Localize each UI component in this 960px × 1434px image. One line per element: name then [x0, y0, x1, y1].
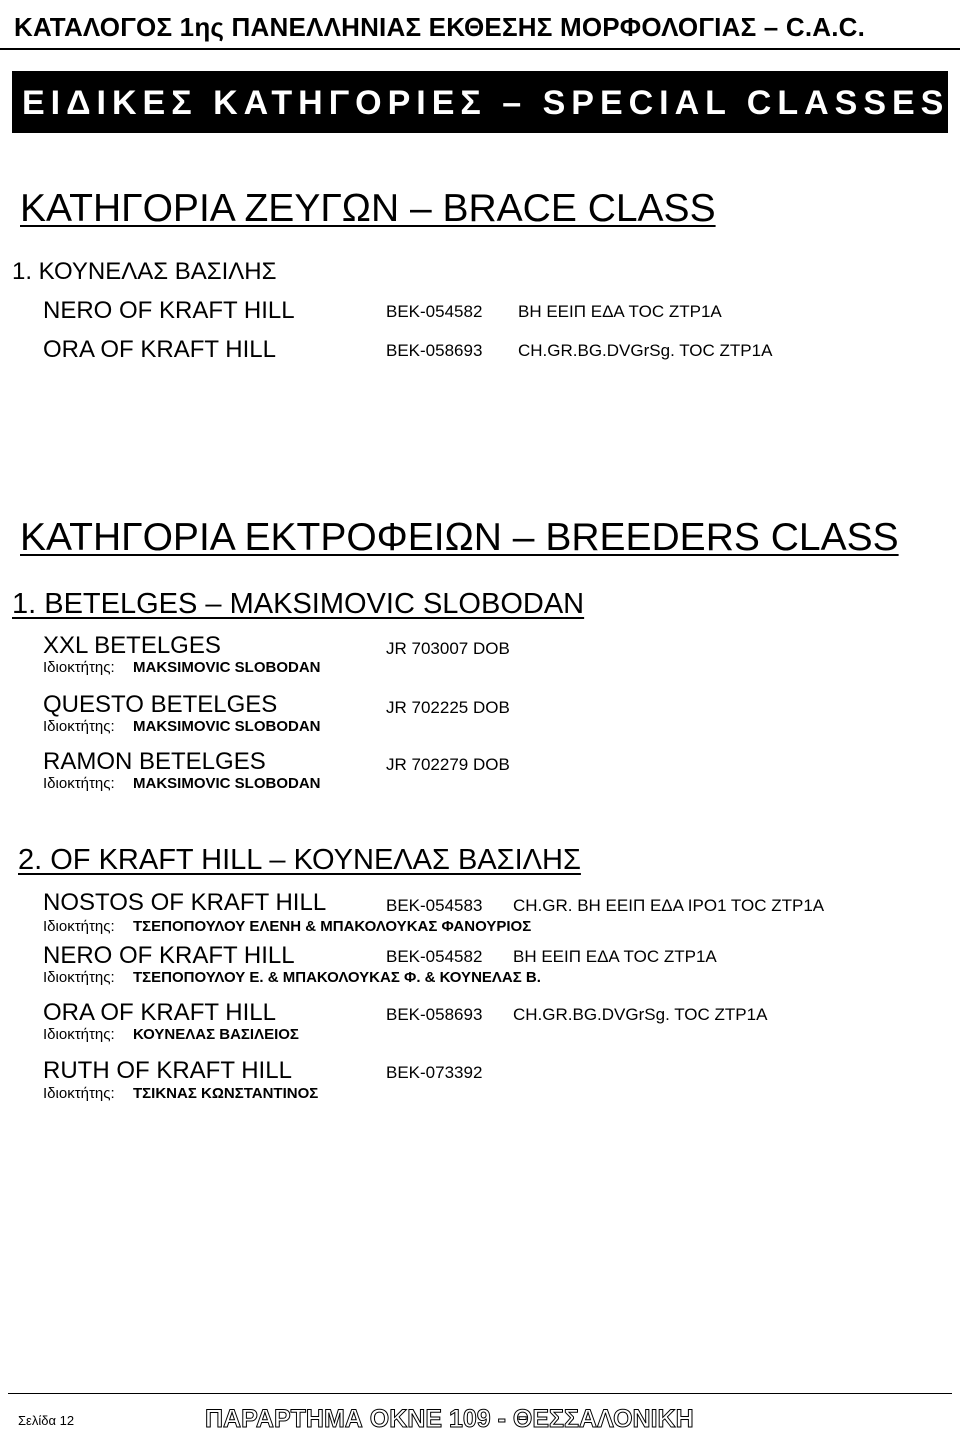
brace-entry-heading: 1. ΚΟΥΝΕΛΑΣ ΒΑΣΙΛΗΣ	[12, 258, 277, 285]
dog-name: RUTH OF KRAFT HILL	[43, 1057, 292, 1084]
registration-code: JR 702279 DOB	[386, 755, 510, 774]
dog-titles: ΒΗ ΕΕΙΠ ΕΔΑ TOC ZTP1A	[513, 947, 717, 966]
dog-name: NERO OF KRAFT HILL	[43, 297, 295, 324]
title-divider	[0, 48, 960, 50]
owner-name: ΤΣΕΠΟΠΟΥΛΟΥ Ε. & ΜΠΑΚΟΛΟΥΚΑΣ Φ. & ΚΟΥΝΕΛΑΣ Β.	[133, 969, 541, 986]
owner-label: Ιδιοκτήτης:	[43, 969, 115, 986]
breeder-group-heading: 2. OF KRAFT HILL – ΚΟΥΝΕΛΑΣ ΒΑΣΙΛΗΣ	[18, 844, 581, 876]
dog-name: NERO OF KRAFT HILL	[43, 942, 295, 969]
dog-name: QUESTO BETELGES	[43, 691, 278, 718]
catalog-title: ΚΑΤΑΛΟΓΟΣ 1ης ΠΑΝΕΛΛΗΝΙΑΣ ΕΚΘΕΣΗΣ ΜΟΡΦΟΛΟΓΙΑΣ – C.A.C.	[14, 12, 866, 42]
registration-code: BEK-054582	[386, 302, 483, 321]
owner-label: Ιδιοκτήτης:	[43, 718, 115, 735]
dog-titles: CH.GR. ΒΗ ΕΕΙΠ ΕΔΑ IPO1 TOC ZTP1A	[513, 896, 825, 915]
owner-label: Ιδιοκτήτης:	[43, 775, 115, 792]
owner-name: MAKSIMOVIC SLOBODAN	[133, 659, 321, 676]
registration-code: JR 702225 DOB	[386, 698, 510, 717]
owner-label: Ιδιοκτήτης:	[43, 659, 115, 676]
owner-label: Ιδιοκτήτης:	[43, 918, 115, 935]
registration-code: BEK-058693	[386, 1005, 483, 1024]
dog-titles: CH.GR.BG.DVGrSg. TOC ZTP1A	[518, 341, 773, 360]
registration-code: BEK-054582	[386, 947, 483, 966]
dog-name: NOSTOS OF KRAFT HILL	[43, 889, 327, 916]
registration-code: BEK-058693	[386, 341, 483, 360]
dog-name: ORA OF KRAFT HILL	[43, 999, 276, 1026]
dog-name: ORA OF KRAFT HILL	[43, 336, 276, 363]
registration-code: BEK-073392	[386, 1063, 483, 1082]
dog-titles: ΒΗ ΕΕΙΠ ΕΔΑ TOC ZTP1A	[518, 302, 722, 321]
brace-class-heading: ΚΑΤΗΓΟΡΙΑ ΖΕΥΓΩΝ – BRACE CLASS	[20, 187, 716, 230]
dog-name: RAMON BETELGES	[43, 748, 266, 775]
owner-label: Ιδιοκτήτης:	[43, 1026, 115, 1043]
page-number: Σελίδα 12	[18, 1413, 75, 1428]
registration-code: JR 703007 DOB	[386, 639, 510, 658]
dog-titles: CH.GR.BG.DVGrSg. TOC ZTP1A	[513, 1005, 768, 1024]
footer-divider	[8, 1393, 952, 1394]
owner-name: MAKSIMOVIC SLOBODAN	[133, 775, 321, 792]
owner-name: MAKSIMOVIC SLOBODAN	[133, 718, 321, 735]
special-classes-heading: ΕΙΔΙΚΕΣ ΚΑΤΗΓΟΡΙΕΣ – SPECIAL CLASSES	[22, 84, 950, 122]
registration-code: BEK-054583	[386, 896, 483, 915]
dog-name: XXL BETELGES	[43, 632, 221, 659]
owner-name: ΤΣΙΚΝΑΣ ΚΩΝΣΤΑΝΤΙΝΟΣ	[133, 1085, 319, 1102]
owner-name: ΤΣΕΠΟΠΟΥΛΟΥ ΕΛΕΝΗ & ΜΠΑΚΟΛΟΥΚΑΣ ΦΑΝΟΥΡΙΟΣ	[133, 918, 532, 935]
owner-name: ΚΟΥΝΕΛΑΣ ΒΑΣΙΛΕΙΟΣ	[133, 1026, 299, 1043]
footer-title: ΠΑΡΑΡΤΗΜΑ ΟΚΝΕ 109 - ΘΕΣΣΑΛΟΝΙΚΗ	[205, 1405, 694, 1433]
special-classes-banner	[12, 71, 948, 133]
breeders-class-heading: ΚΑΤΗΓΟΡΙΑ ΕΚΤΡΟΦΕΙΩΝ – BREEDERS CLASS	[20, 516, 899, 559]
breeder-group-heading: 1. BETELGES – MAKSIMOVIC SLOBODAN	[12, 588, 585, 620]
owner-label: Ιδιοκτήτης:	[43, 1085, 115, 1102]
